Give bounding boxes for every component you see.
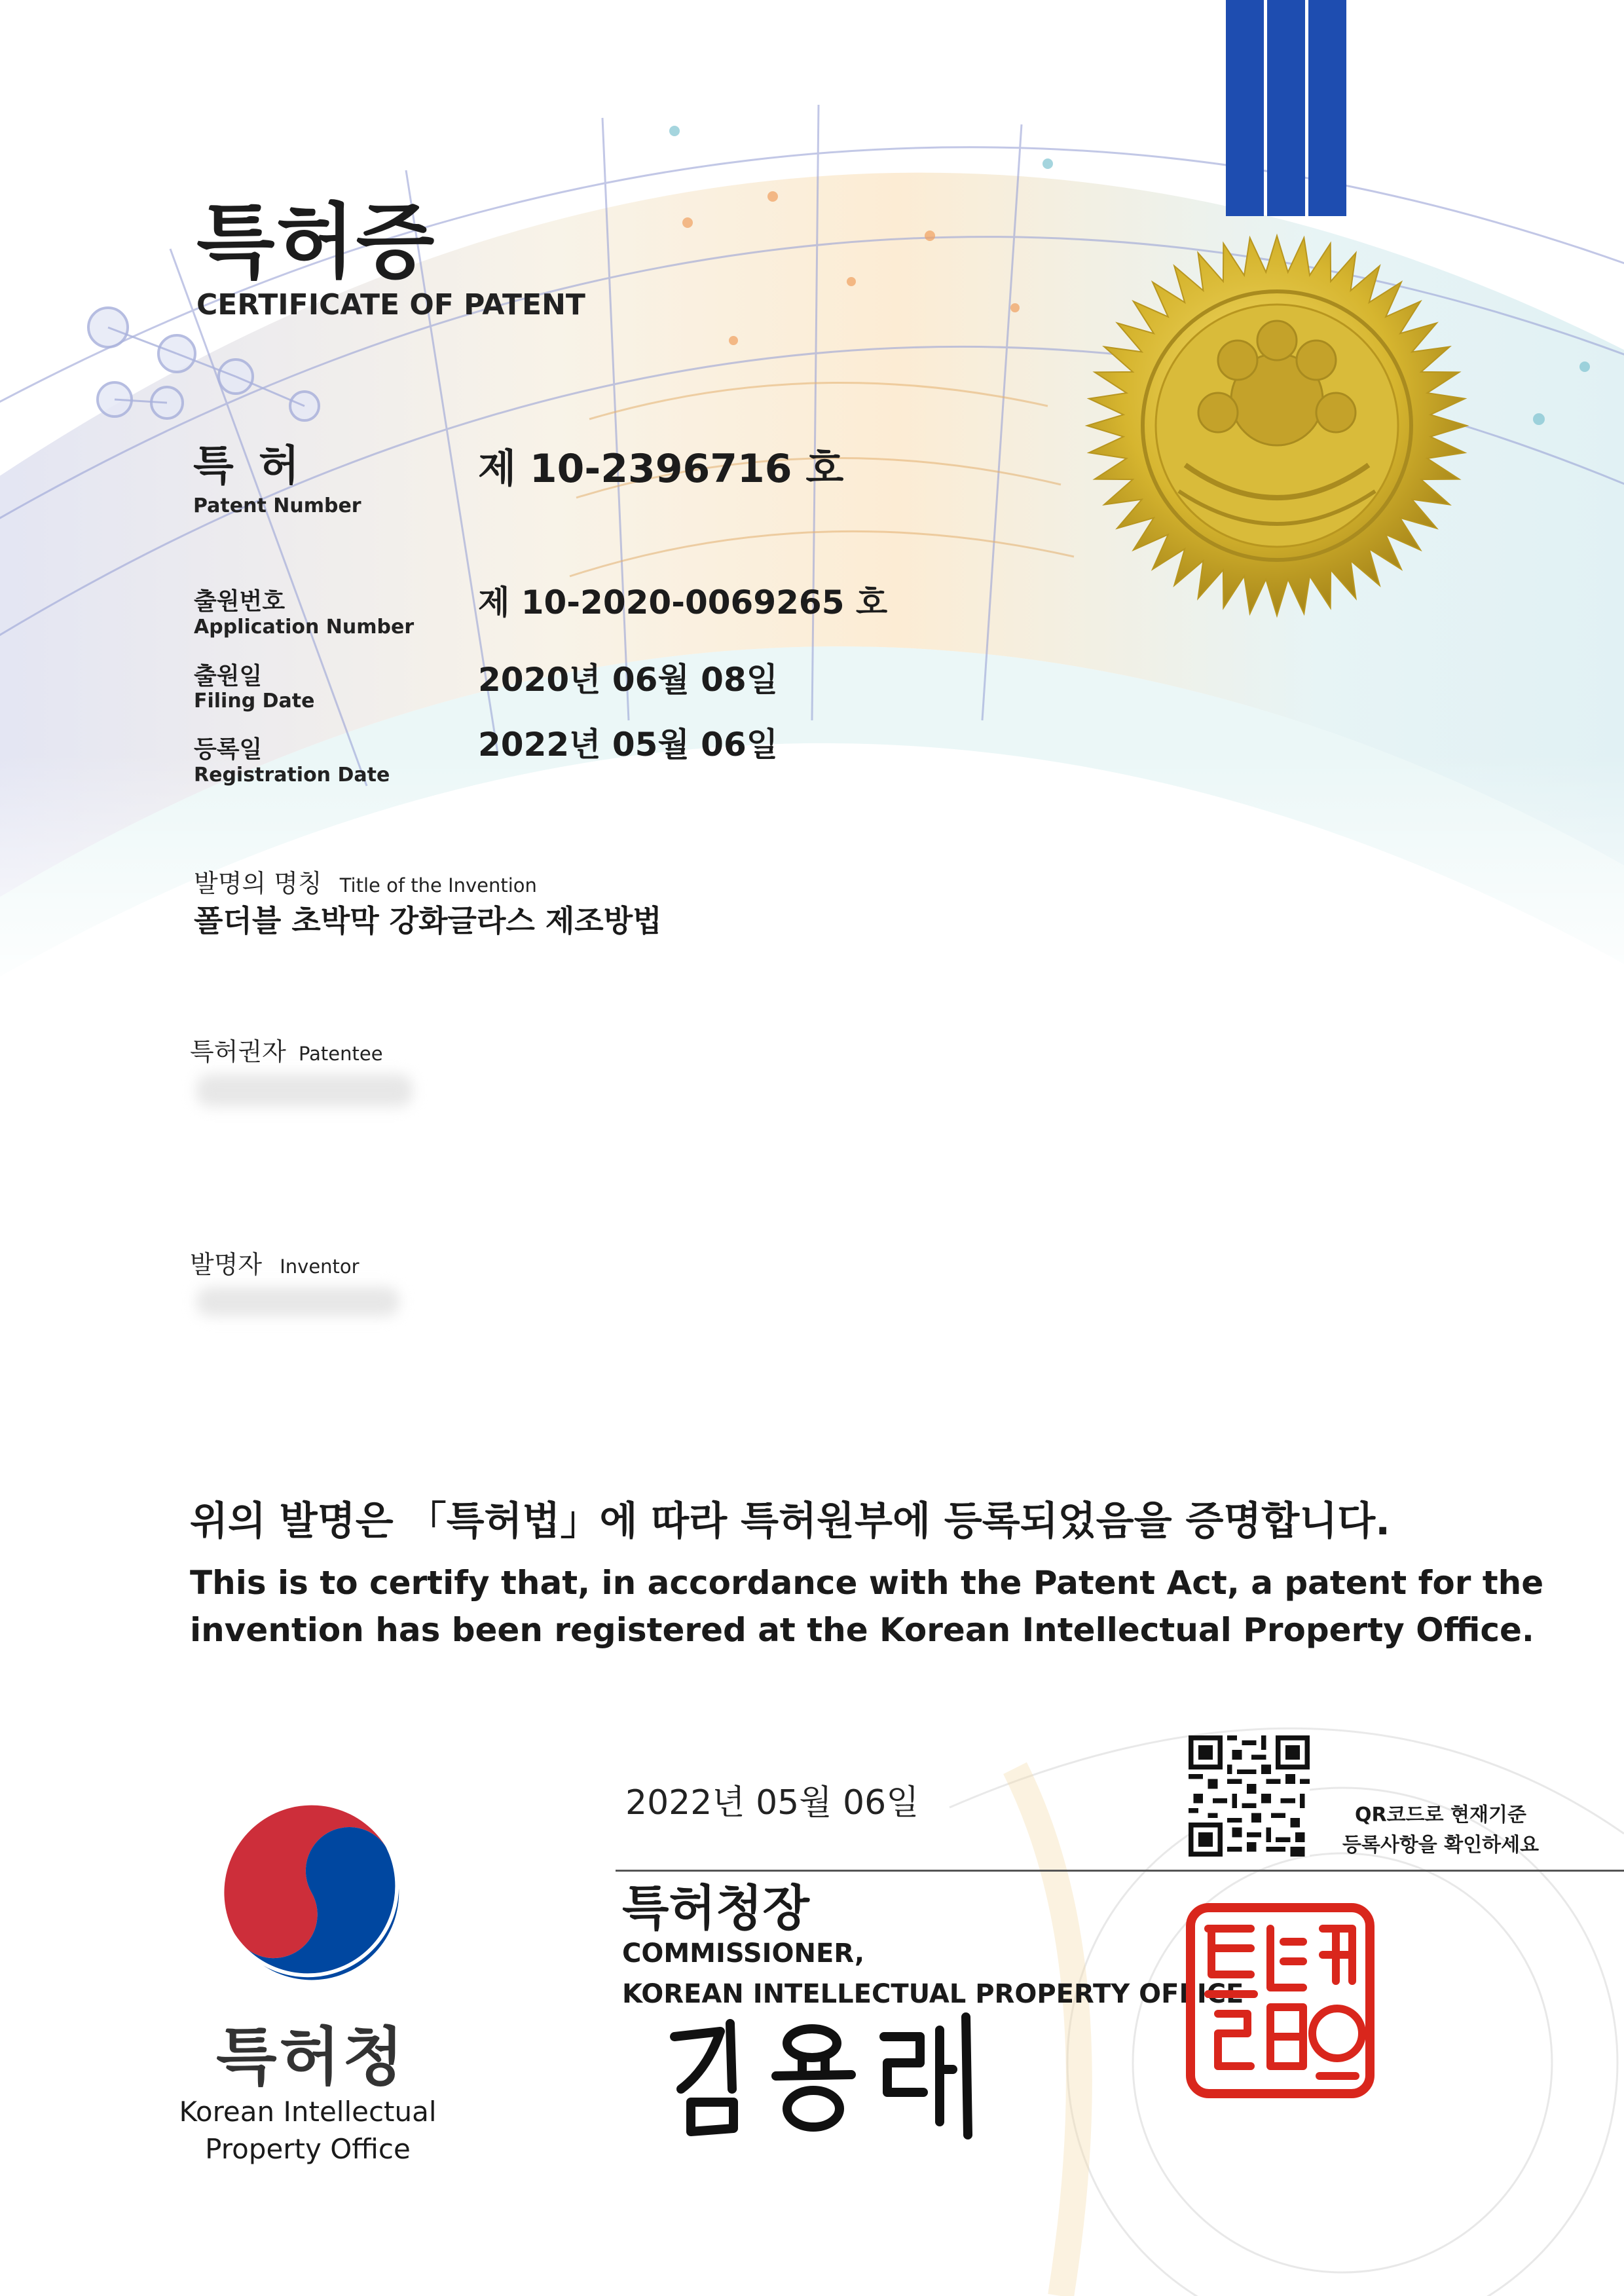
- invention-label-ko: 발명의 명칭: [194, 869, 322, 898]
- commissioner-title: 특허청장: [622, 1880, 809, 1936]
- kipo-name-ko: 특허청: [216, 2020, 407, 2094]
- patentee-redacted: [196, 1074, 413, 1107]
- invention-label-en: Title of the Invention: [339, 874, 537, 897]
- application-number-label-en: Application Number: [194, 616, 415, 639]
- official-seal-stamp: [1185, 1902, 1375, 2099]
- registration-date-label-en: Registration Date: [194, 764, 390, 787]
- inventor-label: [190, 1244, 360, 1280]
- certificate-title-en: CERTIFICATE OF PATENT: [196, 288, 585, 322]
- certification-statement-ko: 위의 발명은 「특허법」에 따라 특허원부에 등록되었음을 증명합니다.: [190, 1498, 1391, 1544]
- gold-seal-icon: [1080, 229, 1473, 622]
- patent-number-label: 특 허: [193, 442, 304, 491]
- commissioner-title-en-2: KOREAN INTELLECTUAL PROPERTY OFFICE: [622, 1979, 1244, 2009]
- inventor-label-ko: 발명자: [190, 1250, 263, 1279]
- registration-date-label: 등록일: [194, 736, 263, 763]
- issue-date: 2022년 05월 06일: [625, 1783, 919, 1823]
- patentee-label: [190, 1031, 383, 1067]
- patentee-label-ko: 특허권자: [190, 1037, 286, 1066]
- registration-date-value: 2022년 05월 06일: [478, 726, 779, 764]
- inventor-redacted: [196, 1287, 399, 1316]
- inventor-label-en: Inventor: [280, 1255, 360, 1278]
- commissioner-signature: [661, 2010, 1002, 2141]
- filing-date-value: 2020년 06월 08일: [478, 661, 779, 699]
- filing-date-label: 출원일: [194, 663, 263, 690]
- invention-label: [194, 863, 537, 899]
- certificate-title: 특허증: [196, 195, 436, 289]
- certification-statement-en-1: This is to certify that, in accordance with the Patent Act, a patent for the: [190, 1564, 1544, 1602]
- application-number-value: 제 10-2020-0069265 호: [478, 583, 888, 621]
- qr-code-icon[interactable]: [1189, 1735, 1310, 1857]
- invention-title: 폴더블 초박막 강화글라스 제조방법: [194, 903, 662, 938]
- ribbon: [1226, 0, 1346, 216]
- kipo-taegeuk-logo-icon: [213, 1791, 403, 1981]
- patent-number-value: 제 10-2396716 호: [478, 446, 844, 492]
- commissioner-title-en-1: COMMISSIONER,: [622, 1938, 865, 1969]
- kipo-name-en-2: Property Office: [205, 2133, 411, 2165]
- qr-note-line2: 등록사항을 확인하세요: [1342, 1834, 1540, 1857]
- application-number-label: 출원번호: [194, 588, 286, 615]
- patentee-label-en: Patentee: [298, 1043, 383, 1065]
- patent-number-label-en: Patent Number: [193, 494, 361, 517]
- filing-date-label-en: Filing Date: [194, 690, 315, 713]
- qr-note-line1: QR코드로 현재기준: [1355, 1804, 1526, 1826]
- certification-statement-en-2: invention has been registered at the Korean Intellectual Property Office.: [190, 1611, 1534, 1649]
- kipo-name-en-1: Korean Intellectual: [179, 2096, 437, 2128]
